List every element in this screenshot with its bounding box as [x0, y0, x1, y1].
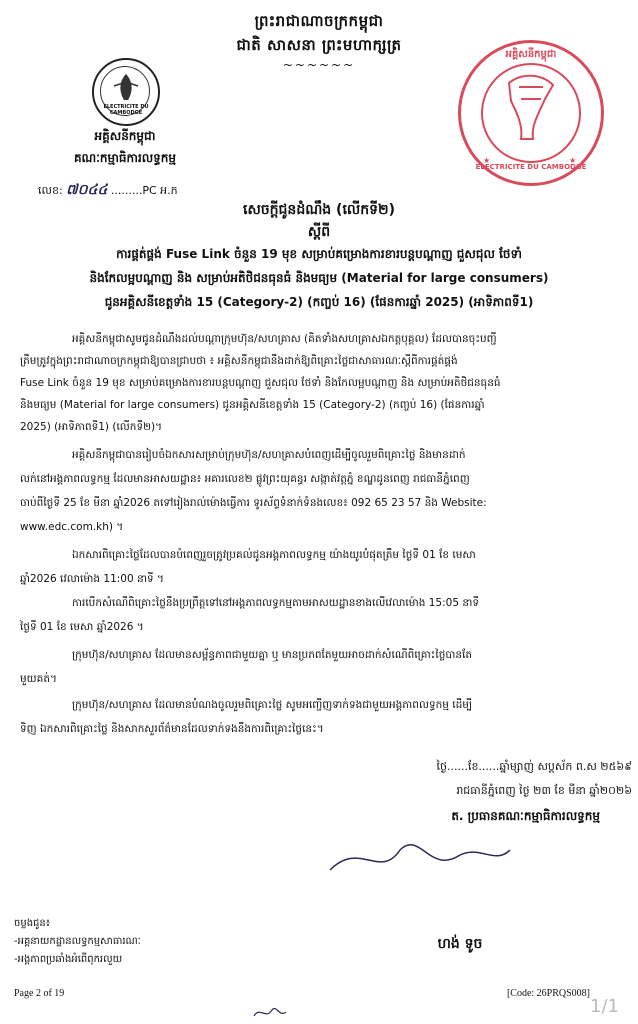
edc-logo: [92, 58, 160, 126]
body-p6-l2: ទិញ ឯកសារពិគ្រោះថ្លៃ និងសាកសួរព័ត៌មានដែលទាក់ទងនឹងការពិគ្រោះថ្លៃនេះ។: [20, 723, 324, 735]
body-p1-l5: 2025) (អាទិភាពទី1) (លើកទី២)។: [20, 421, 163, 433]
page-number: Page 2 of 19: [14, 988, 65, 999]
body-p4-l2: ថ្ងៃទី 01 ខែ មេសា ឆ្នាំ2026 ។: [20, 621, 144, 633]
viewer-page-indicator: 1/1: [590, 996, 619, 1017]
cc-item-1: -អគ្គនាយកដ្ឋានលទ្ធកម្មសាធារណៈ: [14, 936, 141, 947]
org-name: អគ្គិសនីកម្ពុជា: [94, 129, 156, 143]
reference-handwritten-number: ៧០៤៤: [66, 182, 108, 198]
svg-text:★: ★: [483, 156, 491, 165]
body-p2-l4[interactable]: www.edc.com.kh) ។: [20, 521, 124, 533]
seal-top-text: អគ្គិសនីកម្ពុជា: [505, 49, 557, 60]
kingdom-heading: ព្រះរាជាណាចក្រកម្ពុជា: [254, 12, 384, 30]
body-p1-l3: Fuse Link ចំនួន 19 មុខ សម្រាប់គម្រោងការខារបន្តបណ្តាញ ជួសជុល ថែទាំ និងកែលម្អបណ្តាញ និង សម្រាប់អតិថិជនធុនធំ: [20, 377, 501, 389]
handwritten-signature: [320, 830, 520, 890]
body-p3-l1: ឯកសារពិគ្រោះថ្លៃដែលបានបំពេញរួចត្រូវប្រគល់ជូនអង្គភាពលទ្ធកម្ម យ៉ាងយូរបំផុតត្រឹម ថ្ងៃទី 01 ខែ មេសា: [72, 549, 476, 561]
body-p3-l2: ឆ្នាំ2026 វេលាម៉ោង 11:00 នាទី ។: [20, 573, 164, 585]
document-code: [Code: 26PRQS008]: [506, 988, 590, 999]
signer-title: ត. ប្រធានគណៈកម្មាធិការលទ្ធកម្ម: [451, 809, 600, 823]
edc-red-seal: [458, 40, 604, 186]
body-p2-l2: លក់នៅអង្គភាពលទ្ធកម្ម ដែលមានអាសយដ្ឋាន៖ អគារលេខ២ ផ្លូវព្រះយុគន្ធរ សង្កាត់វត្តភ្នំ ខណ្ឌដូនពេញ រាជធានីភ្នំពេញ: [20, 473, 470, 485]
body-p6-l1: ក្រុមហ៊ុន/សហគ្រាស ដែលមានបំណងចូលរួមពិគ្រោះថ្លៃ សូមអញ្ជើញទាក់ទងជាមួយអង្គភាពលទ្ធកម្ម ដើម្បី: [72, 699, 473, 711]
subject-line-3: ជូនអគ្គិសនីខេត្តទាំង 15 (Category-2) (កញ្ចប់ 16) (ផែនការឆ្នាំ 2025) (អាទិភាពទី1): [104, 295, 534, 309]
logo-ring-text: ELECTRICITE DU CAMBODGE: [103, 104, 149, 116]
bottom-scribble: [250, 1004, 290, 1022]
body-p2-l1: អគ្គិសនីកម្ពុជាបានរៀបចំឯកសារសម្រាប់ក្រុមហ៊ុន/សហគ្រាសបំពេញដើម្បីចូលរួមពិគ្រោះថ្លៃ និងមានដាក់: [72, 449, 466, 461]
lunar-date: ថ្ងៃ......ខែ......ឆ្នាំម្សាញ់ សប្តស័ក ព.ស ២៥៦៩: [436, 760, 632, 773]
cc-item-2: -អង្គភាពប្រឆាំងអំពើពុករលួយ: [14, 954, 123, 965]
reference-number: [38, 180, 238, 201]
signatory-name: ហង់ ទូច: [437, 936, 483, 952]
national-motto: ជាតិ សាសនា ព្រះមហាក្សត្រ: [236, 36, 402, 54]
body-p4-l1: ការបើកសំណើពិគ្រោះថ្លៃនឹងប្រព្រឹត្តទៅនៅអង្គភាពលទ្ធកម្មតាមអាសយដ្ឋានខាងលើវេលាម៉ោង 15:05 នាទី: [72, 597, 479, 609]
body-p1-l1: អគ្គិសនីកម្ពុជាសូមជូនដំណឹងដល់បណ្តាក្រុមហ៊ុន/សហគ្រាស (គិតទាំងសហគ្រាសឯកត្តបុគ្គល) ដែលបានចុះបញ្ជី: [72, 333, 497, 345]
reference-label: លេខ:: [38, 184, 63, 197]
subject-line-2: និងកែលម្អបណ្តាញ និង សម្រាប់អតិថិជនធុនធំ និងមធ្យម (Material for large consumers): [89, 271, 549, 285]
body-p5-l1: ក្រុមហ៊ុន/សហគ្រាស ដែលមានសម្ព័ន្ធភាពជាមួយគ្នា ឬ មានប្រភពតែមួយអាចដាក់សំណើពិគ្រោះថ្លៃបានតែ: [72, 649, 473, 661]
svg-text:★: ★: [569, 156, 577, 165]
notice-title: សេចក្តីជូនដំណឹង (លើកទី២): [243, 202, 395, 218]
seal-ring-text: ELECTRICITE DU CAMBODGE: [475, 163, 587, 171]
body-p5-l2: មួយគត់។: [20, 673, 57, 685]
body-p1-l2: ត្រឹមត្រូវក្នុងព្រះរាជាណាចក្រកម្ពុជាឱ្យបានជ្រាបថា ៖ អគ្គិសនីកម្ពុជានឹងដាក់ឱ្យពិគ្រោះថ្លៃជាសាធារណៈស្តីពីការផ្គត់ផ្គង់: [20, 355, 458, 367]
notice-subtitle: ស្តីពី: [307, 224, 331, 240]
body-p2-l3: ចាប់ពីថ្ងៃទី 25 ខែ មីនា ឆ្នាំ2026 តទៅរៀងរាល់ម៉ោងធ្វើការ ទូរស័ព្ទទំនាក់ទំនងលេខ៖ 092 65 23 57 និង Website:: [20, 497, 487, 509]
motto-ornament: ~~~~~~: [282, 58, 356, 72]
subject-line-1: ការផ្គត់ផ្គង់ Fuse Link ចំនួន 19 មុខ សម្រាប់គម្រោងការខារបន្តបណ្តាញ ជួសជុល ថែទាំ: [116, 247, 522, 261]
solar-date: រាជធានីភ្នំពេញ ថ្ងៃ ២៣ ខែ មីនា ឆ្នាំ២០២៦: [456, 784, 632, 797]
reference-suffix: .........PC អ.ក: [110, 184, 178, 197]
procurement-board: គណៈកម្មាធិការលទ្ធកម្ម: [73, 151, 177, 165]
cc-label: ចម្លងជូន៖: [14, 918, 51, 929]
body-p1-l4: និងមធ្យម (Material for large consumers) ជូនអគ្គិសនីខេត្តទាំង 15 (Category-2) (កញ្ចប់ 16) (ផែនការឆ្នាំ: [20, 399, 485, 411]
